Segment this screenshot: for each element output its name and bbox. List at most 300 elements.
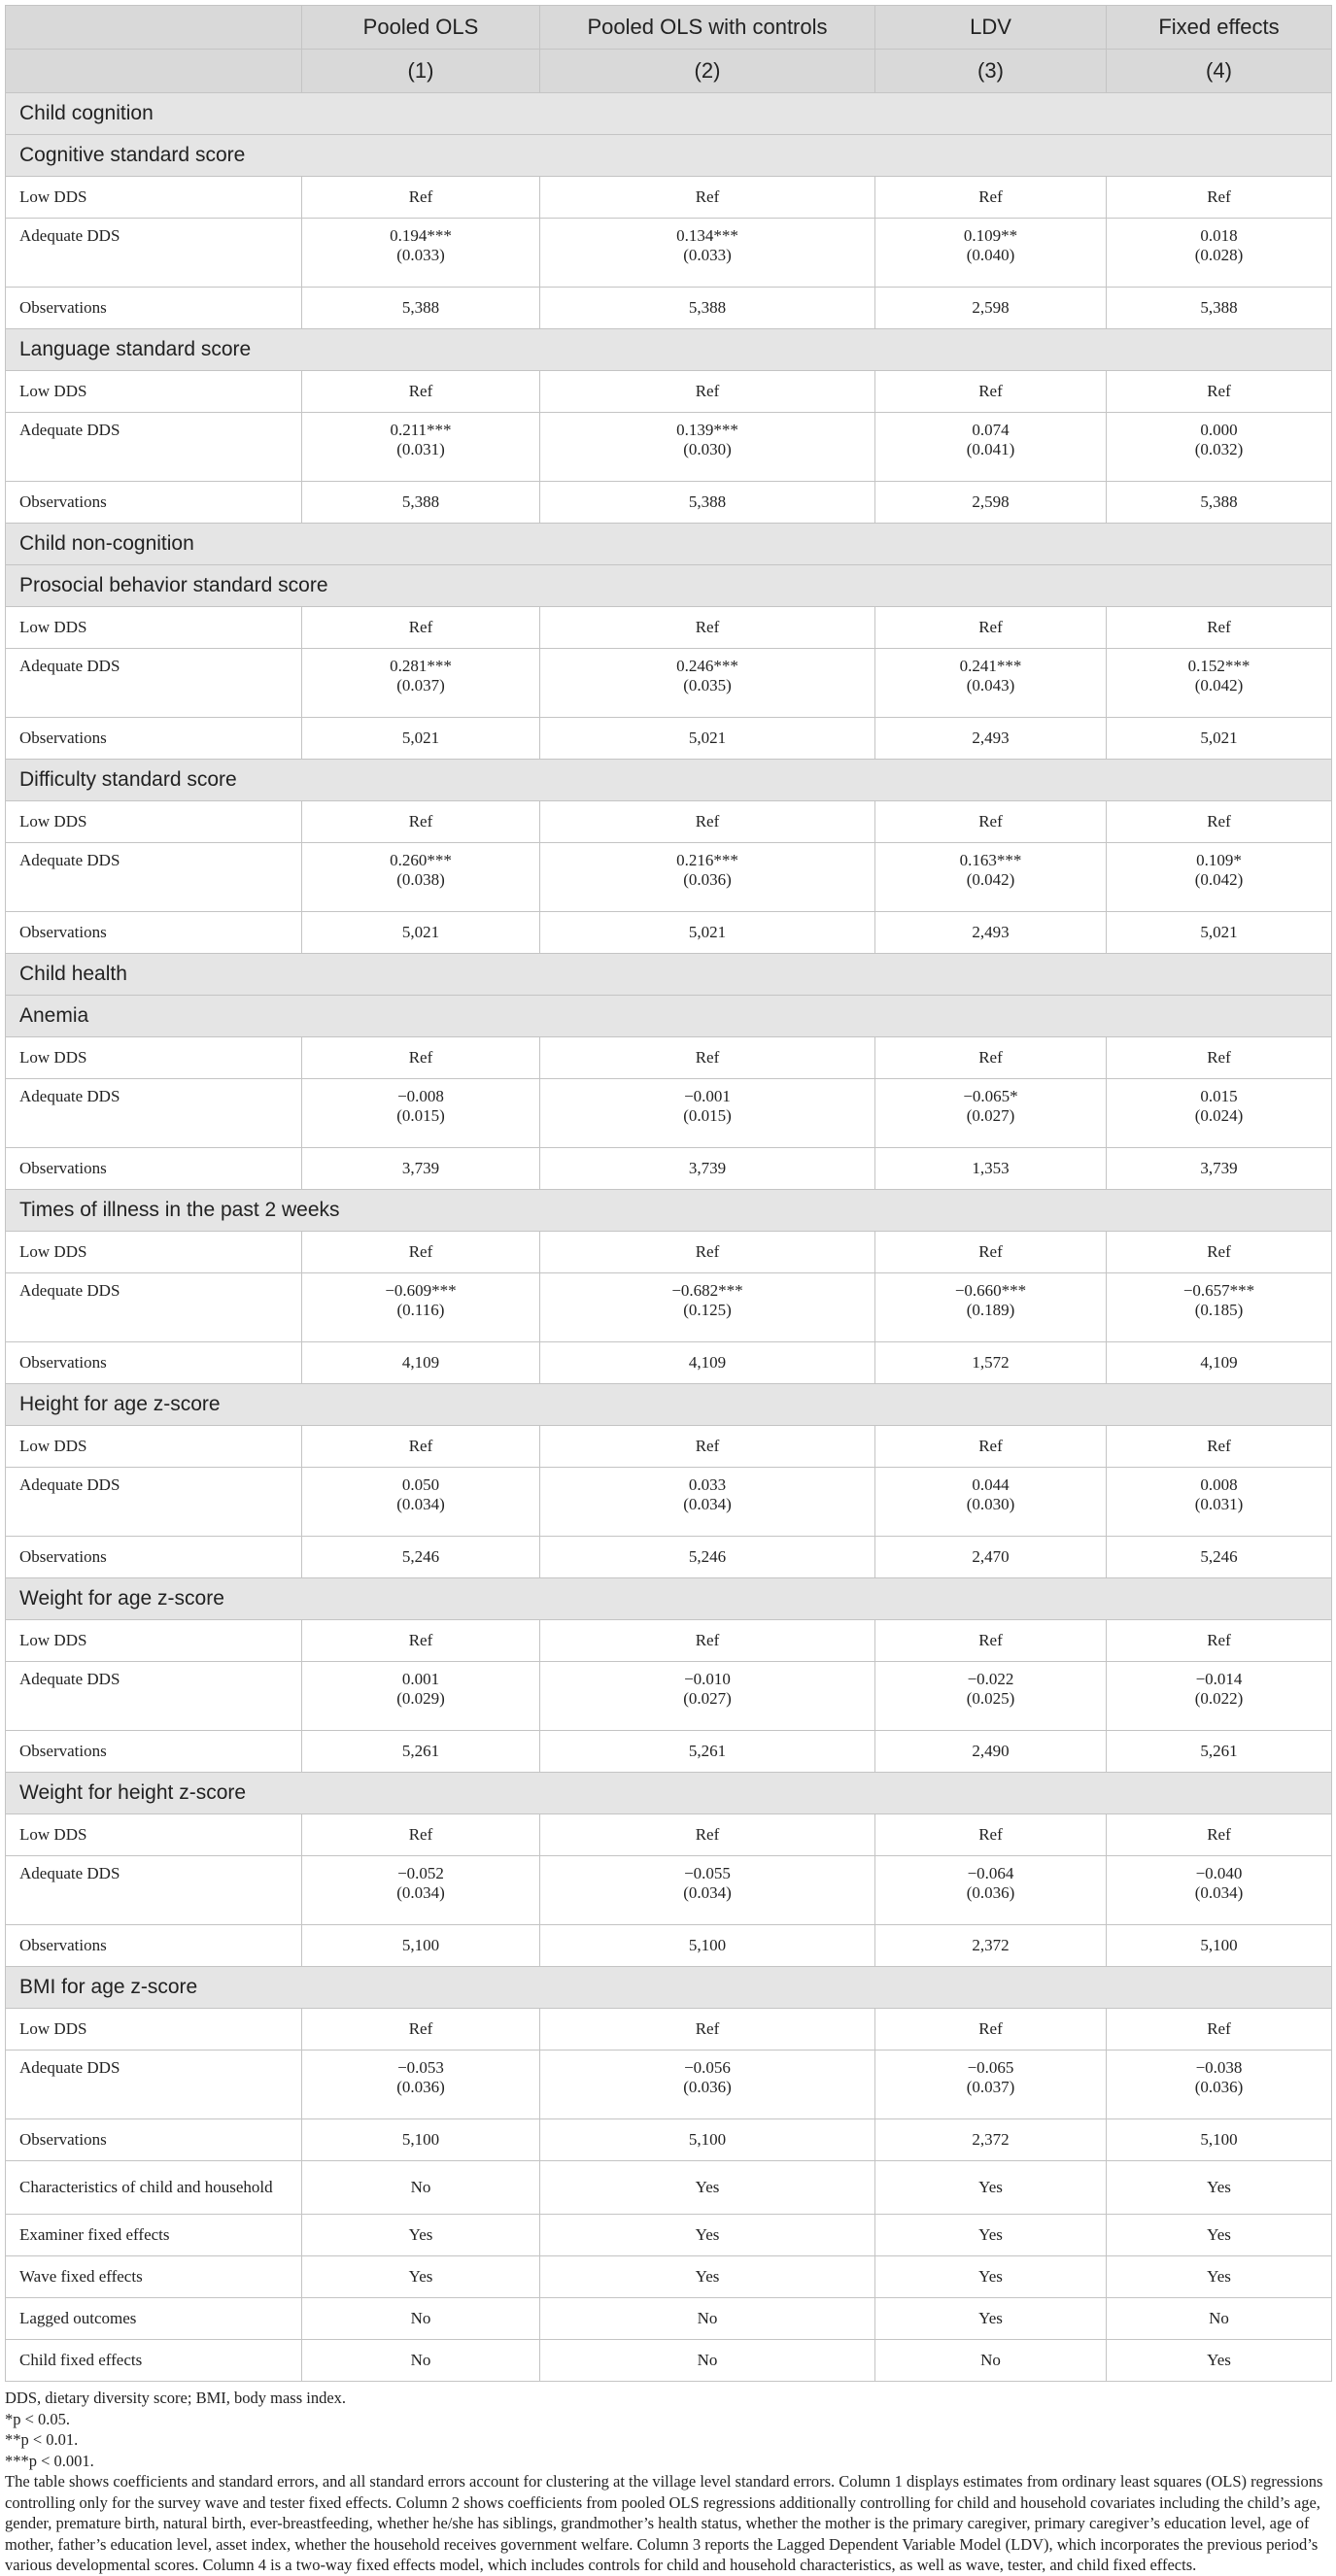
standard-error: (0.034): [683, 1883, 732, 1902]
low-dds-row: [6, 1814, 1332, 1856]
value-cell: Yes: [1107, 2256, 1332, 2298]
value-cell: 5,021: [1107, 912, 1332, 954]
standard-error: (0.041): [966, 440, 1015, 458]
value-cell: No: [302, 2340, 540, 2382]
value-cell: 5,100: [1107, 1925, 1332, 1967]
outcome-header: [6, 565, 1332, 607]
standard-error: (0.036): [683, 870, 732, 889]
coefficient: 0.260***: [390, 851, 452, 869]
coefficient: −0.660***: [954, 1281, 1027, 1300]
row-label: Adequate DDS: [6, 649, 302, 718]
standard-error: (0.030): [966, 1495, 1015, 1513]
value-cell: Ref: [1107, 371, 1332, 413]
value-cell: Ref: [540, 1814, 875, 1856]
value-cell: Ref: [875, 1232, 1107, 1273]
spec-row: [6, 2215, 1332, 2256]
value-cell: 3,739: [540, 1148, 875, 1190]
value-cell: 4,109: [1107, 1342, 1332, 1384]
coefficient: 0.018: [1200, 226, 1238, 245]
standard-error: (0.042): [1194, 676, 1244, 695]
coefficient: 0.033: [688, 1475, 727, 1494]
value-cell: 2,490: [875, 1731, 1107, 1773]
value-cell: Yes: [875, 2256, 1107, 2298]
observations-row: [6, 912, 1332, 954]
standard-error: (0.037): [396, 676, 445, 695]
estimate-cell: [875, 649, 1107, 718]
value-cell: Ref: [1107, 177, 1332, 219]
coefficient: 0.241***: [959, 657, 1022, 675]
outcome-header-label: Language standard score: [6, 329, 1332, 371]
estimate-cell: [1107, 649, 1332, 718]
note-line: ***p < 0.001.: [5, 2451, 94, 2470]
value-cell: 5,261: [1107, 1731, 1332, 1773]
estimate-cell: [875, 1856, 1107, 1925]
coefficient: 0.194***: [390, 226, 452, 245]
outcome-header-label: Height for age z-score: [6, 1384, 1332, 1426]
estimate-cell: [540, 1662, 875, 1731]
standard-error: (0.036): [683, 2078, 732, 2096]
adequate-dds-row: [6, 1273, 1332, 1342]
value-cell: 2,598: [875, 482, 1107, 524]
value-cell: 5,100: [1107, 2119, 1332, 2161]
estimate-cell: [540, 219, 875, 288]
coefficient: 0.015: [1200, 1087, 1238, 1105]
value-cell: Ref: [540, 1232, 875, 1273]
value-cell: 5,261: [302, 1731, 540, 1773]
low-dds-row: [6, 371, 1332, 413]
column-header-title: Pooled OLS: [302, 6, 540, 50]
row-label: Low DDS: [6, 1620, 302, 1662]
row-label: Low DDS: [6, 1426, 302, 1468]
value-cell: Ref: [540, 1620, 875, 1662]
column-header-number: (2): [540, 50, 875, 93]
estimate-cell: [302, 1856, 540, 1925]
coefficient: 0.246***: [676, 657, 738, 675]
value-cell: Ref: [302, 2009, 540, 2051]
group-header-label: Child cognition: [6, 93, 1332, 135]
coefficient: 0.281***: [390, 657, 452, 675]
standard-error: (0.027): [683, 1689, 732, 1708]
header-blank-cell: [6, 6, 302, 50]
estimate-cell: [1107, 1662, 1332, 1731]
standard-error: (0.024): [1194, 1106, 1244, 1125]
estimate-cell: [875, 2051, 1107, 2119]
outcome-header: [6, 329, 1332, 371]
adequate-dds-row: [6, 1856, 1332, 1925]
standard-error: (0.038): [396, 870, 445, 889]
value-cell: Ref: [302, 177, 540, 219]
value-cell: Yes: [1107, 2340, 1332, 2382]
row-label: Low DDS: [6, 607, 302, 649]
coefficient: 0.001: [401, 1670, 440, 1688]
column-header-number: (4): [1107, 50, 1332, 93]
coefficient: −0.001: [684, 1087, 731, 1105]
row-label: Observations: [6, 1537, 302, 1578]
estimate-cell: [302, 1468, 540, 1537]
standard-error: (0.033): [683, 246, 732, 264]
coefficient: 0.139***: [676, 421, 738, 439]
value-cell: Yes: [302, 2215, 540, 2256]
value-cell: Yes: [540, 2215, 875, 2256]
coefficient: −0.010: [684, 1670, 731, 1688]
value-cell: Ref: [875, 2009, 1107, 2051]
value-cell: Ref: [875, 1426, 1107, 1468]
estimate-cell: [875, 843, 1107, 912]
value-cell: 5,021: [302, 912, 540, 954]
estimate-cell: [875, 413, 1107, 482]
observations-row: [6, 482, 1332, 524]
estimate-cell: [1107, 843, 1332, 912]
value-cell: No: [302, 2298, 540, 2340]
value-cell: 5,388: [302, 288, 540, 329]
note-line: DDS, dietary diversity score; BMI, body mass index.: [5, 2389, 347, 2407]
value-cell: Ref: [875, 1620, 1107, 1662]
value-cell: Yes: [875, 2298, 1107, 2340]
value-cell: 5,100: [540, 1925, 875, 1967]
coefficient: −0.657***: [1182, 1281, 1255, 1300]
standard-error: (0.185): [1194, 1301, 1244, 1319]
coefficient: −0.065*: [963, 1087, 1018, 1105]
value-cell: Ref: [1107, 1037, 1332, 1079]
coefficient: 0.109*: [1196, 851, 1242, 869]
standard-error: (0.034): [396, 1883, 445, 1902]
standard-error: (0.034): [396, 1495, 445, 1513]
estimate-cell: [302, 413, 540, 482]
value-cell: 3,739: [302, 1148, 540, 1190]
value-cell: Yes: [1107, 2161, 1332, 2215]
value-cell: Ref: [875, 801, 1107, 843]
row-label: Observations: [6, 1148, 302, 1190]
row-label: Adequate DDS: [6, 413, 302, 482]
standard-error: (0.031): [1194, 1495, 1244, 1513]
value-cell: 2,372: [875, 1925, 1107, 1967]
outcome-header: [6, 760, 1332, 801]
standard-error: (0.029): [396, 1689, 445, 1708]
standard-error: (0.042): [966, 870, 1015, 889]
value-cell: Ref: [1107, 607, 1332, 649]
row-label: Observations: [6, 482, 302, 524]
outcome-header: [6, 1384, 1332, 1426]
adequate-dds-row: [6, 1662, 1332, 1731]
low-dds-row: [6, 1037, 1332, 1079]
header-blank-cell: [6, 50, 302, 93]
note-line: *p < 0.05.: [5, 2409, 71, 2428]
estimate-cell: [540, 1856, 875, 1925]
value-cell: 5,246: [1107, 1537, 1332, 1578]
observations-row: [6, 1731, 1332, 1773]
row-label: Adequate DDS: [6, 1468, 302, 1537]
group-header-label: Child health: [6, 954, 1332, 996]
adequate-dds-row: [6, 843, 1332, 912]
group-header: [6, 93, 1332, 135]
adequate-dds-row: [6, 1079, 1332, 1148]
coefficient: −0.065: [967, 2058, 1014, 2077]
row-label: Examiner fixed effects: [6, 2215, 302, 2256]
outcome-header: [6, 1190, 1332, 1232]
outcome-header: [6, 996, 1332, 1037]
value-cell: Ref: [302, 1037, 540, 1079]
coefficient: −0.056: [684, 2058, 731, 2077]
observations-row: [6, 1148, 1332, 1190]
value-cell: 5,246: [540, 1537, 875, 1578]
row-label: Adequate DDS: [6, 1273, 302, 1342]
coefficient: 0.008: [1200, 1475, 1238, 1494]
coefficient: 0.044: [972, 1475, 1010, 1494]
value-cell: 5,100: [540, 2119, 875, 2161]
standard-error: (0.037): [966, 2078, 1015, 2096]
value-cell: 5,021: [540, 718, 875, 760]
observations-row: [6, 288, 1332, 329]
estimate-cell: [540, 413, 875, 482]
estimate-cell: [1107, 1273, 1332, 1342]
low-dds-row: [6, 2009, 1332, 2051]
estimate-cell: [540, 843, 875, 912]
row-label: Adequate DDS: [6, 1856, 302, 1925]
value-cell: No: [1107, 2298, 1332, 2340]
outcome-header-label: Weight for height z-score: [6, 1773, 1332, 1814]
value-cell: Ref: [302, 801, 540, 843]
standard-error: (0.036): [966, 1883, 1015, 1902]
value-cell: 5,388: [540, 482, 875, 524]
value-cell: Yes: [875, 2161, 1107, 2215]
estimate-cell: [875, 1273, 1107, 1342]
value-cell: 4,109: [302, 1342, 540, 1384]
value-cell: 5,021: [1107, 718, 1332, 760]
value-cell: Ref: [1107, 2009, 1332, 2051]
row-label: Observations: [6, 1925, 302, 1967]
standard-error: (0.022): [1194, 1689, 1244, 1708]
notes-paragraph: The table shows coefficients and standard errors, and all standard errors account for clustering at the village level standard errors. Column 1 displays estimates from ordinary least squares (OLS) regressions controlling only for the survey wave and tester fixed effects. Column 2 shows coefficients from pooled OLS regressions additionally controlling for child and household covariates including the child’s age, gender, premature birth, natural birth, ever-breastfeeding, whether he/she has siblings, grandmother’s health status, whether the mother is the primary caregiver, primary caregiver’s education level, age of mother, father’s education level, asset index, whether the household receives government welfare. Column 3 reports the Lagged Dependent Variable Model (LDV), which incorporates the previous period’s various developmental scores. Column 4 is a two-way fixed effects model, which includes controls for child and household characteristics, as well as wave, tester, and child fixed effects.: [5, 2472, 1323, 2574]
row-label: Low DDS: [6, 1814, 302, 1856]
estimate-cell: [540, 1468, 875, 1537]
value-cell: Ref: [875, 607, 1107, 649]
coefficient: 0.163***: [959, 851, 1022, 869]
outcome-header-label: Weight for age z-score: [6, 1578, 1332, 1620]
spec-row: [6, 2256, 1332, 2298]
spec-row: [6, 2161, 1332, 2215]
coefficient: −0.008: [397, 1087, 444, 1105]
row-label: Child fixed effects: [6, 2340, 302, 2382]
low-dds-row: [6, 607, 1332, 649]
standard-error: (0.040): [966, 246, 1015, 264]
coefficient: 0.109**: [963, 226, 1018, 245]
row-label: Low DDS: [6, 801, 302, 843]
table-notes: [5, 2388, 1331, 2576]
outcome-header-label: BMI for age z-score: [6, 1967, 1332, 2009]
estimate-cell: [875, 1079, 1107, 1148]
estimate-cell: [540, 2051, 875, 2119]
value-cell: Ref: [875, 1037, 1107, 1079]
value-cell: 5,388: [302, 482, 540, 524]
coefficient: −0.682***: [671, 1281, 743, 1300]
estimate-cell: [1107, 2051, 1332, 2119]
column-header-number: (3): [875, 50, 1107, 93]
coefficient: 0.074: [972, 421, 1010, 439]
results-table: [5, 5, 1332, 2382]
adequate-dds-row: [6, 219, 1332, 288]
outcome-header-label: Anemia: [6, 996, 1332, 1037]
value-cell: Yes: [540, 2256, 875, 2298]
row-label: Lagged outcomes: [6, 2298, 302, 2340]
estimate-cell: [1107, 1079, 1332, 1148]
adequate-dds-row: [6, 649, 1332, 718]
value-cell: 5,246: [302, 1537, 540, 1578]
value-cell: 5,388: [1107, 288, 1332, 329]
low-dds-row: [6, 801, 1332, 843]
estimate-cell: [302, 649, 540, 718]
value-cell: Ref: [1107, 1620, 1332, 1662]
estimate-cell: [1107, 1856, 1332, 1925]
coefficient: −0.053: [397, 2058, 444, 2077]
standard-error: (0.043): [966, 676, 1015, 695]
coefficient: −0.055: [684, 1864, 731, 1882]
standard-error: (0.033): [396, 246, 445, 264]
coefficient: 0.152***: [1187, 657, 1250, 675]
estimate-cell: [302, 843, 540, 912]
standard-error: (0.025): [966, 1689, 1015, 1708]
group-header: [6, 524, 1332, 565]
header-numbers-row: [6, 50, 1332, 93]
value-cell: Ref: [540, 607, 875, 649]
value-cell: Ref: [875, 1814, 1107, 1856]
row-label: Low DDS: [6, 371, 302, 413]
value-cell: 2,493: [875, 912, 1107, 954]
row-label: Adequate DDS: [6, 843, 302, 912]
value-cell: Ref: [540, 801, 875, 843]
value-cell: 2,493: [875, 718, 1107, 760]
estimate-cell: [875, 1662, 1107, 1731]
observations-row: [6, 718, 1332, 760]
estimate-cell: [540, 1079, 875, 1148]
value-cell: 5,021: [540, 912, 875, 954]
coefficient: −0.014: [1195, 1670, 1243, 1688]
value-cell: 4,109: [540, 1342, 875, 1384]
value-cell: Ref: [302, 1426, 540, 1468]
estimate-cell: [540, 1273, 875, 1342]
estimate-cell: [1107, 1468, 1332, 1537]
estimate-cell: [302, 1079, 540, 1148]
row-label: Characteristics of child and household: [6, 2161, 302, 2215]
regression-table-figure: [5, 5, 1331, 2576]
observations-row: [6, 1925, 1332, 1967]
coefficient: 0.134***: [676, 226, 738, 245]
coefficient: 0.211***: [390, 421, 452, 439]
table-header: [6, 6, 1332, 93]
column-header-title: Pooled OLS with controls: [540, 6, 875, 50]
table-body: [6, 93, 1332, 2382]
value-cell: Ref: [302, 1814, 540, 1856]
outcome-header-label: Prosocial behavior standard score: [6, 565, 1332, 607]
outcome-header: [6, 1773, 1332, 1814]
adequate-dds-row: [6, 413, 1332, 482]
value-cell: Yes: [540, 2161, 875, 2215]
value-cell: Yes: [1107, 2215, 1332, 2256]
coefficient: −0.022: [967, 1670, 1014, 1688]
standard-error: (0.035): [683, 676, 732, 695]
standard-error: (0.034): [683, 1495, 732, 1513]
estimate-cell: [302, 2051, 540, 2119]
low-dds-row: [6, 1426, 1332, 1468]
row-label: Observations: [6, 1342, 302, 1384]
value-cell: Ref: [540, 1426, 875, 1468]
row-label: Adequate DDS: [6, 219, 302, 288]
value-cell: Ref: [540, 2009, 875, 2051]
value-cell: No: [540, 2340, 875, 2382]
column-header-title: Fixed effects: [1107, 6, 1332, 50]
row-label: Low DDS: [6, 177, 302, 219]
adequate-dds-row: [6, 2051, 1332, 2119]
row-label: Observations: [6, 718, 302, 760]
row-label: Adequate DDS: [6, 1662, 302, 1731]
value-cell: No: [540, 2298, 875, 2340]
observations-row: [6, 1537, 1332, 1578]
estimate-cell: [875, 1468, 1107, 1537]
value-cell: 5,388: [1107, 482, 1332, 524]
value-cell: Yes: [302, 2256, 540, 2298]
value-cell: Ref: [875, 371, 1107, 413]
value-cell: 5,100: [302, 1925, 540, 1967]
value-cell: Ref: [540, 1037, 875, 1079]
coefficient: −0.064: [967, 1864, 1014, 1882]
estimate-cell: [302, 1662, 540, 1731]
estimate-cell: [302, 1273, 540, 1342]
coefficient: 0.000: [1200, 421, 1238, 439]
value-cell: 2,470: [875, 1537, 1107, 1578]
low-dds-row: [6, 177, 1332, 219]
outcome-header-label: Difficulty standard score: [6, 760, 1332, 801]
value-cell: Ref: [1107, 1232, 1332, 1273]
group-header-label: Child non-cognition: [6, 524, 1332, 565]
value-cell: 2,372: [875, 2119, 1107, 2161]
outcome-header-label: Cognitive standard score: [6, 135, 1332, 177]
standard-error: (0.015): [683, 1106, 732, 1125]
coefficient: 0.050: [401, 1475, 440, 1494]
outcome-header-label: Times of illness in the past 2 weeks: [6, 1190, 1332, 1232]
value-cell: Ref: [1107, 1814, 1332, 1856]
row-label: Observations: [6, 288, 302, 329]
standard-error: (0.015): [396, 1106, 445, 1125]
observations-row: [6, 2119, 1332, 2161]
value-cell: 3,739: [1107, 1148, 1332, 1190]
row-label: Low DDS: [6, 1037, 302, 1079]
standard-error: (0.125): [683, 1301, 732, 1319]
column-header-title: LDV: [875, 6, 1107, 50]
row-label: Adequate DDS: [6, 1079, 302, 1148]
group-header: [6, 954, 1332, 996]
standard-error: (0.034): [1194, 1883, 1244, 1902]
row-label: Low DDS: [6, 2009, 302, 2051]
standard-error: (0.032): [1194, 440, 1244, 458]
standard-error: (0.042): [1194, 870, 1244, 889]
value-cell: 1,353: [875, 1148, 1107, 1190]
value-cell: Yes: [875, 2215, 1107, 2256]
estimate-cell: [540, 649, 875, 718]
value-cell: Ref: [875, 177, 1107, 219]
value-cell: 5,388: [540, 288, 875, 329]
value-cell: 2,598: [875, 288, 1107, 329]
coefficient: −0.052: [397, 1864, 444, 1882]
value-cell: Ref: [302, 1232, 540, 1273]
low-dds-row: [6, 1620, 1332, 1662]
standard-error: (0.027): [966, 1106, 1015, 1125]
value-cell: Ref: [540, 177, 875, 219]
value-cell: Ref: [302, 607, 540, 649]
row-label: Observations: [6, 912, 302, 954]
header-titles-row: [6, 6, 1332, 50]
estimate-cell: [1107, 219, 1332, 288]
value-cell: 5,021: [302, 718, 540, 760]
standard-error: (0.189): [966, 1301, 1015, 1319]
